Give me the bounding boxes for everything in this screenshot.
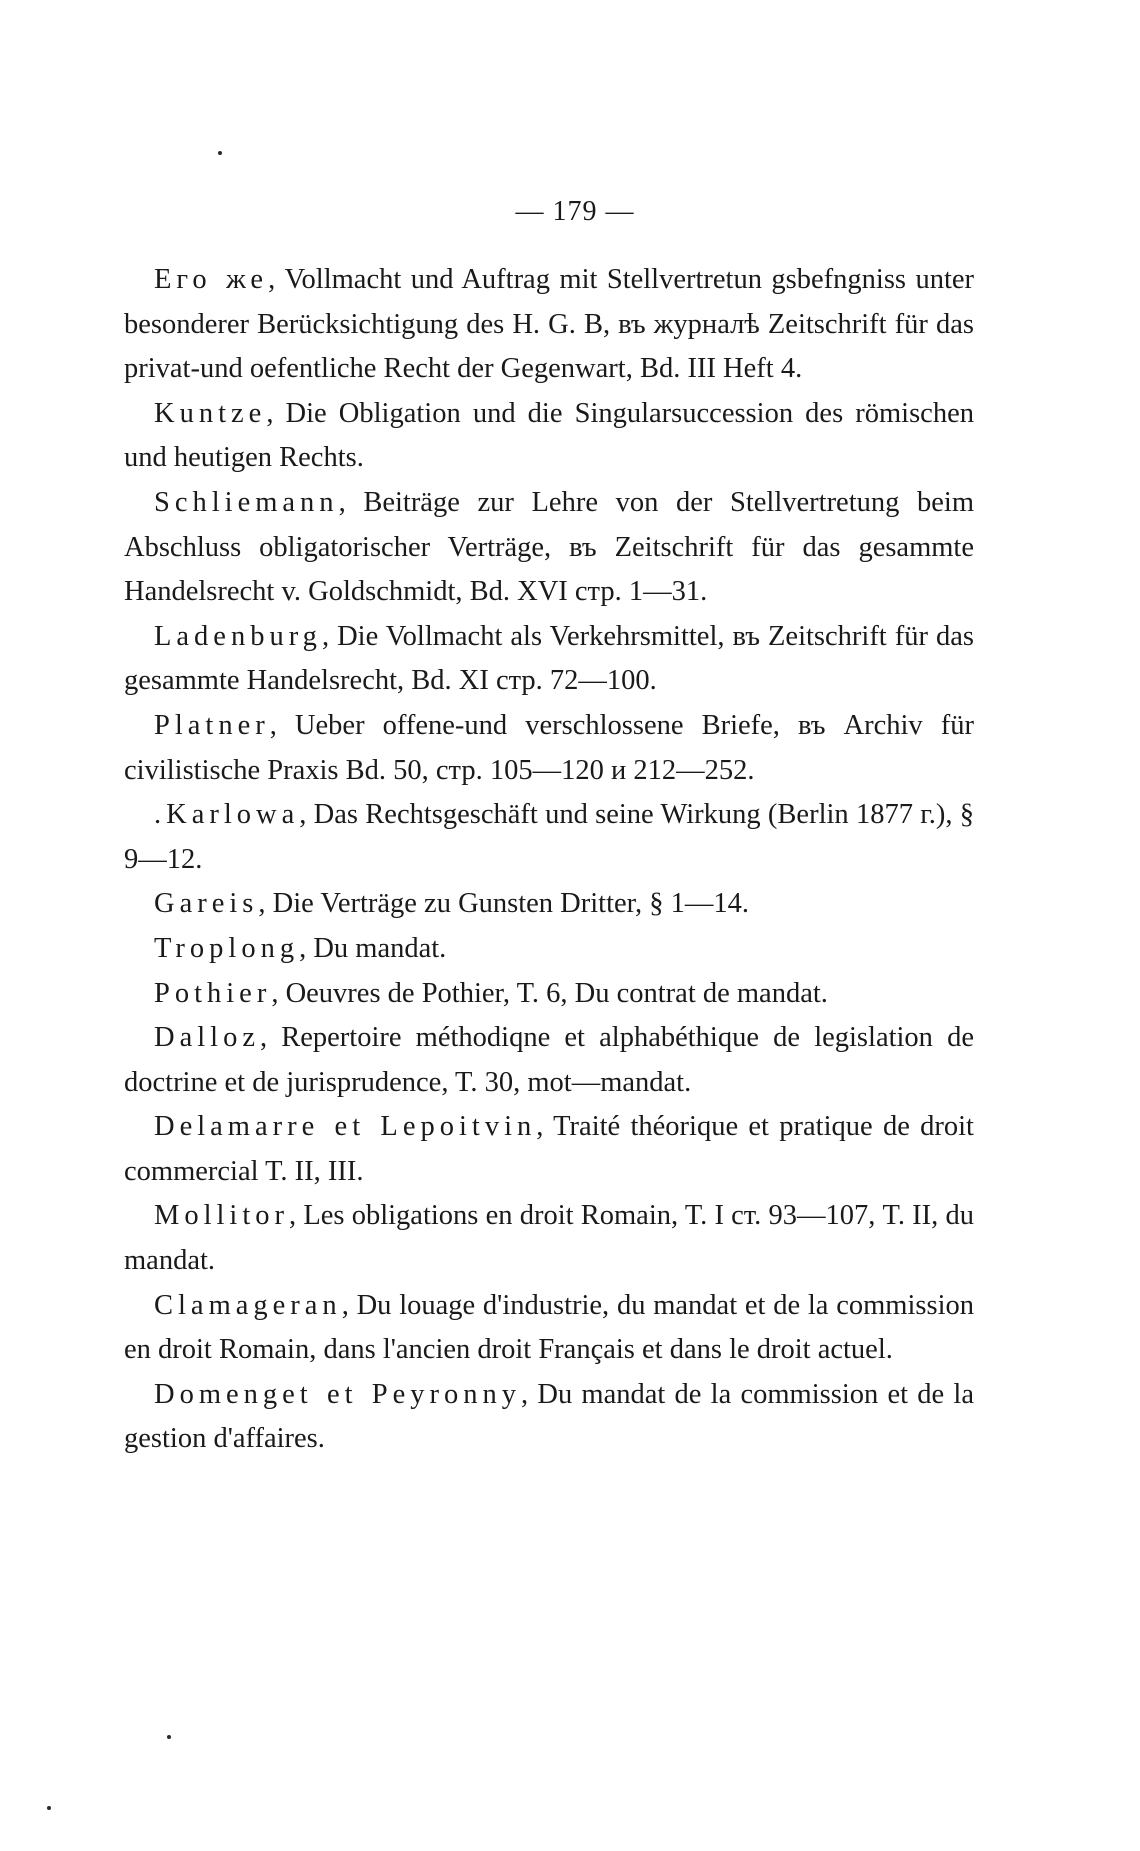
entry-author: Platner	[154, 709, 270, 741]
entry-author: .Karlowa	[154, 799, 300, 831]
entry-author: Delamarre et Lepoitvin	[154, 1111, 537, 1143]
entry-text: , Vollmacht und Auftrag mit Stellvertretun gsbefngniss unter besonderer Berücksichtigung des H. G. B, въ журналѣ Zeitschrift für das privat-und oefentliche Recht der Gegenwart, Bd. III Heft 4.	[124, 264, 974, 385]
entry-author: Domenget et Peyronny	[154, 1378, 521, 1410]
bibliography-entry	[124, 1194, 974, 1283]
entry-author: Pothier	[154, 977, 272, 1009]
bibliography-entry	[124, 972, 974, 1017]
entry-text: , Du louage d'industrie, du mandat et de la commission en droit Romain, dans l'ancien droit Français et dans le droit actuel.	[124, 1289, 974, 1366]
bibliography-entry	[124, 481, 974, 615]
entry-text: , Die Obligation und die Singularsuccession des römischen und heutigen Rechts.	[124, 397, 974, 474]
bibliography-list	[124, 258, 974, 1462]
entry-author: Clamageran	[154, 1289, 342, 1321]
entry-author: Ladenburg	[154, 620, 322, 652]
entry-text: , Oeuvres de Pothier, T. 6, Du contrat de mandat.	[271, 977, 828, 1009]
entry-text: , Du mandat.	[299, 932, 447, 964]
bibliography-entry	[124, 882, 974, 927]
entry-author: Kuntze	[154, 397, 267, 429]
entry-text: , Die Verträge zu Gunsten Dritter, § 1—14.	[258, 888, 750, 920]
entry-author: Troplong	[154, 932, 300, 964]
entry-author: Schliemann	[154, 486, 339, 518]
entry-text: , Traité théorique et pratique de droit commercial T. II, III.	[124, 1111, 974, 1187]
entry-author: Его же	[154, 264, 269, 295]
entry-text: , Beiträge zur Lehre von der Stellvertretung beim Abschluss obligatorischer Verträge, въ Zeitschrift für das gesammte Handelsrecht v. Goldschmidt, Bd. XVI стр. 1—31.	[124, 486, 974, 608]
page-number: — 179 —	[515, 196, 635, 227]
bibliography-entry	[124, 1016, 974, 1105]
bibliography-entry	[124, 1373, 974, 1462]
entry-text: , Das Rechtsgeschäft und seine Wirkung (Berlin 1877 г.), § 9—12.	[124, 799, 974, 875]
entry-text: , Les obligations en droit Romain, T. I ст. 93—107, T. II, du mandat.	[124, 1200, 974, 1277]
bibliography-entry	[124, 615, 974, 704]
print-speck	[47, 1806, 51, 1810]
entry-author: Gareis	[154, 888, 259, 920]
entry-text: , Die Vollmacht als Verkehrsmittel, въ Zeitschrift für das gesammte Handelsrecht, Bd. XI стр. 72—100.	[124, 620, 974, 697]
bibliography-entry	[124, 704, 974, 793]
bibliography-entry	[124, 927, 974, 972]
bibliography-entry	[124, 392, 974, 481]
bibliography-entry	[124, 1284, 974, 1373]
bibliography-entry	[124, 793, 974, 882]
entry-text: , Repertoire méthodiqne et alphabéthique de legislation de doctrine et de jurisprudence, T. 30, mot—mandat.	[124, 1022, 974, 1098]
entry-author: Mollitor	[154, 1200, 290, 1232]
bibliography-entry	[124, 258, 974, 392]
entry-text: , Du mandat de la commission et de la gestion d'affaires.	[124, 1378, 974, 1455]
print-speck	[167, 1735, 171, 1739]
entry-text: , Ueber offene-und verschlossene Briefe, въ Archiv für civilistische Praxis Bd. 50, стр. 105—120 и 212—252.	[124, 709, 974, 786]
print-speck	[218, 151, 222, 155]
entry-author: Dalloz	[154, 1022, 260, 1054]
bibliography-entry	[124, 1105, 974, 1194]
